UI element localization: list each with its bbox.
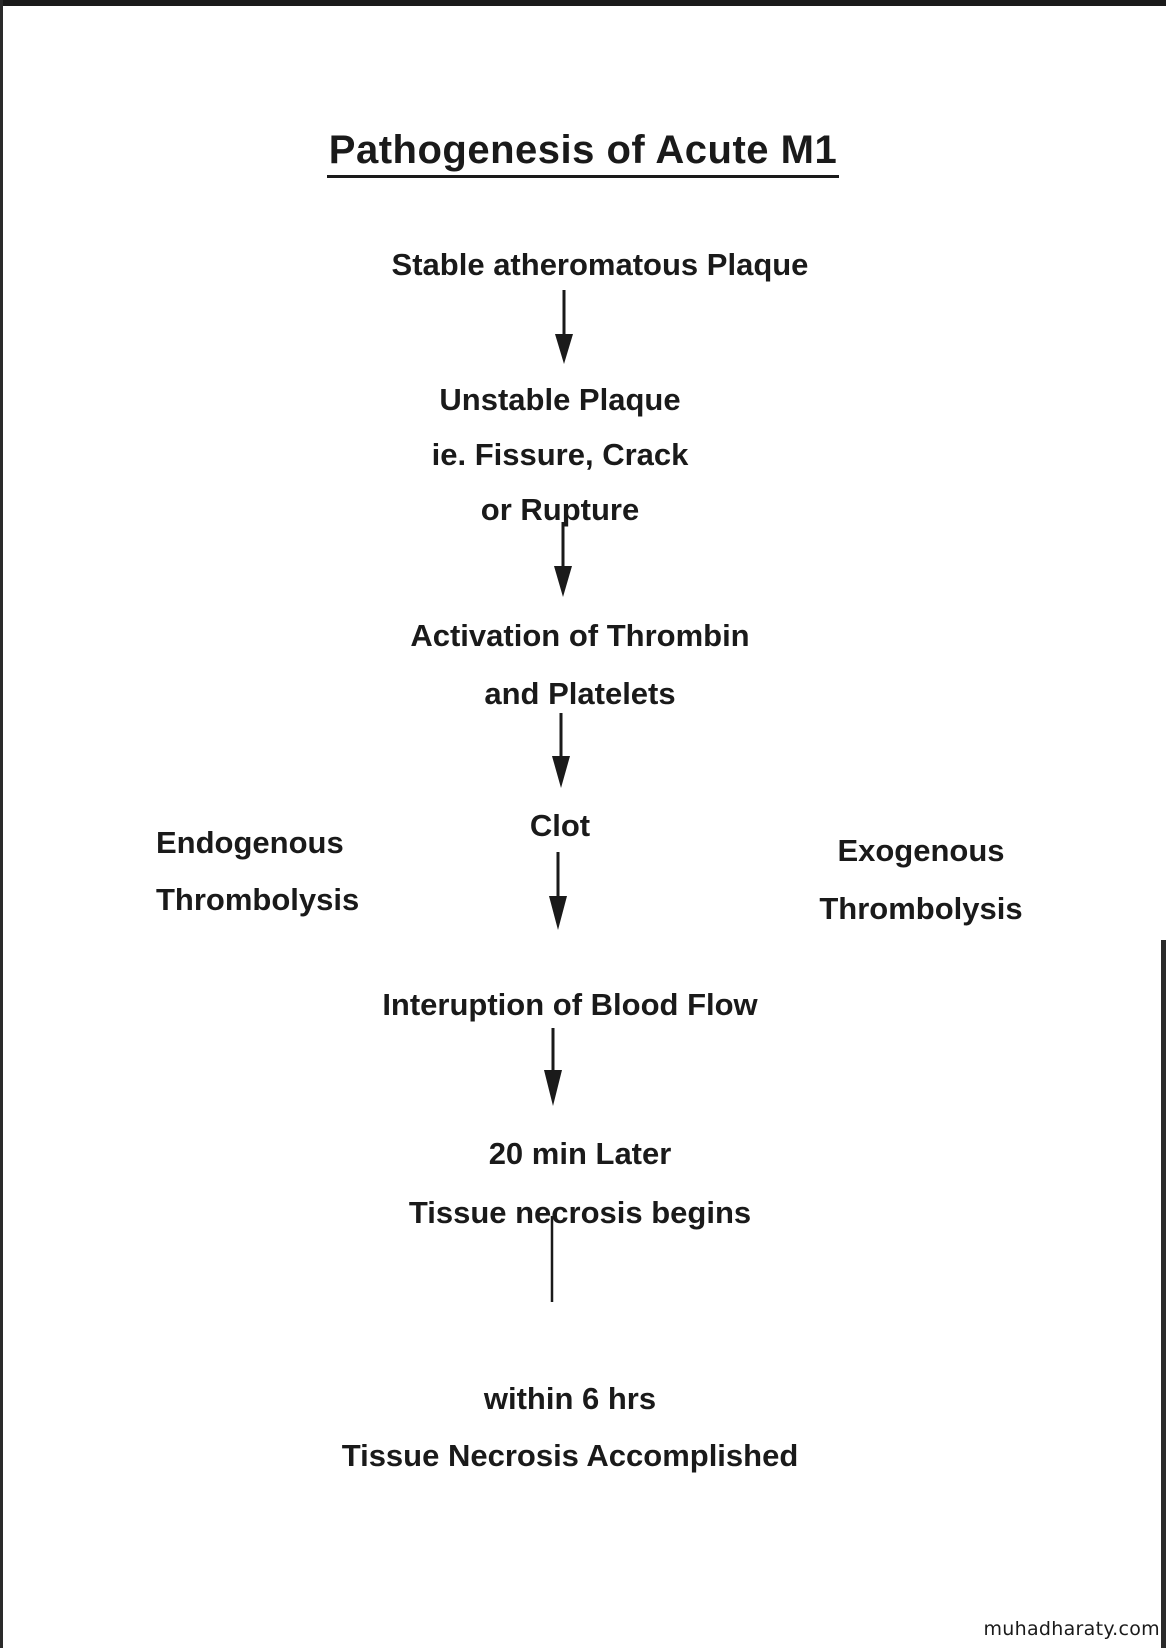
arrow-interruption-to-necrosis <box>544 1028 562 1106</box>
step-unstable-line-2: ie. Fissure, Crack <box>431 437 689 472</box>
step-necrosis-begins-line-1: 20 min Later <box>488 1136 672 1171</box>
label-exogenous-line-1: Exogenous <box>837 833 1005 868</box>
arrow-stable-to-unstable <box>555 290 573 364</box>
step-unstable-line-3: or Rupture <box>480 492 640 527</box>
step-unstable-line-1: Unstable Plaque <box>439 382 681 417</box>
label-endogenous-line-2: Thrombolysis <box>156 882 360 917</box>
step-interruption-text: Interuption of Blood Flow <box>382 987 758 1022</box>
watermark-text: muhadharaty.com <box>983 1618 1160 1640</box>
step-necrosis-done-line-1: within 6 hrs <box>483 1381 657 1416</box>
step-clot-text: Clot <box>529 808 591 843</box>
step-activation-line-1: Activation of Thrombin <box>410 618 750 653</box>
step-activation-line-2: and Platelets <box>484 676 676 711</box>
arrow-activation-to-clot <box>552 713 570 788</box>
page-title-text: Pathogenesis of Acute M1 <box>327 128 839 178</box>
arrow-unstable-to-activation <box>554 522 572 597</box>
step-stable-plaque-text: Stable atheromatous Plaque <box>391 247 809 282</box>
label-exogenous-line-2: Thrombolysis <box>819 891 1023 926</box>
step-necrosis-begins-line-2: Tissue necrosis begins <box>408 1195 752 1230</box>
step-necrosis-done-line-2: Tissue Necrosis Accomplished <box>341 1438 799 1473</box>
label-endogenous-line-1: Endogenous <box>156 825 344 860</box>
arrow-clot-to-interruption <box>549 852 567 930</box>
